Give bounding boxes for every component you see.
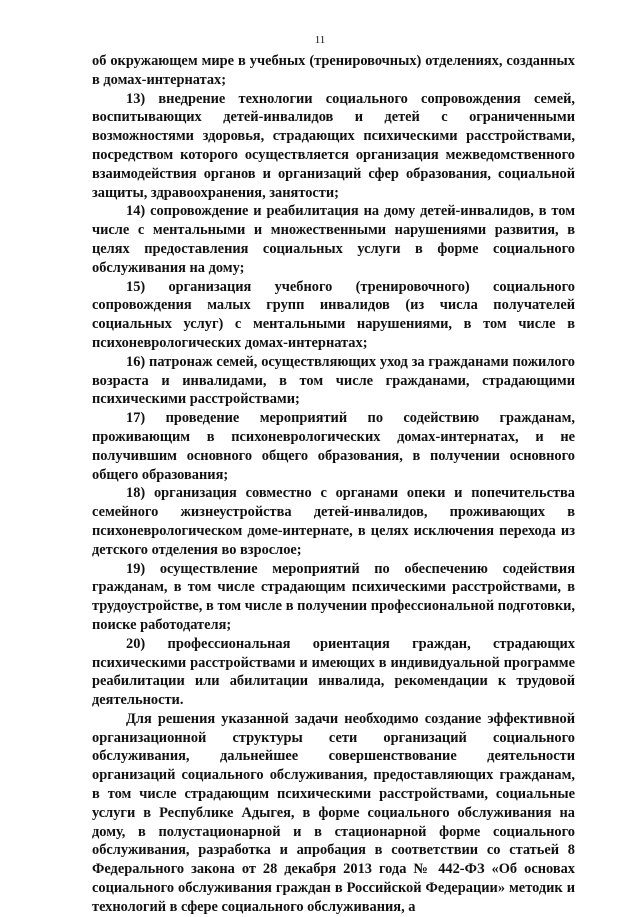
list-item-16: 16) патронаж семей, осуществляющих уход за гражданами пожилого возраста и инвалидами, в том числе гражданами, страдающими психическими расстройствами; [92,353,575,408]
paragraph-continuation: об окружающем мире в учебных (тренировочных) отделениях, созданных в домах-интернатах; [92,53,575,88]
list-item-13: 13) внедрение технологии социального сопровождения семей, воспитывающих детей-инвалидов и детей с ограниченными возможностями здоровья, страдающих психическими расстройствами, посредством которого осуществляется организация межведомственного взаимодействия органов и организаций сфер образования, социальной защиты, здравоохранения, занятости; [92,90,575,201]
closing-paragraph: Для решения указанной задачи необходимо создание эффективной организационной структуры сети организаций социального обслуживания, дальнейшее совершенствование деятельности организаций социального обслуживания, предоставляющих гражданам, в том числе страдающим психическими расстройствами, социальные услуги в Республике Адыгея, в форме социального обслуживания на дому, в полустационарной и в стационарной форме социального обслуживания, разработка и апробация в соответствии со статьей 8 Федерального закона от 28 декабря 2013 года № 442-ФЗ «Об основах социального обслуживания граждан в Российской Федерации» методик и технологий в сфере социального обслуживания, а [92,710,575,915]
list-item-18: 18) организация совместно с органами опеки и попечительства семейного жизнеустройства детей-инвалидов, проживающих в психоневрологическом доме-интернате, в целях исключения перехода из детского отделения во взрослое; [92,485,575,558]
page-number: 11 [314,34,326,46]
list-item-17: 17) проведение мероприятий по содействию гражданам, проживающим в психоневрологических домах-интернатах, и не получившим основного общего образования, в получении основного общего образования; [92,410,575,483]
list-item-14: 14) сопровождение и реабилитация на дому детей-инвалидов, в том числе с ментальными и множественными нарушениями развития, в целях предоставления социальных услуги в форме социального обслуживания на дому; [92,203,575,276]
document-body [92,52,575,917]
list-item-20: 20) профессиональная ориентация граждан, страдающих психическими расстройствами и имеющих в индивидуальной программе реабилитации или абилитации инвалида, рекомендации к трудовой деятельности. [92,635,575,709]
list-item-15: 15) организация учебного (тренировочного) социального сопровождения малых групп инвалидов (из числа получателей социальных услуг) с ментальными нарушениями, в том числе в психоневрологических домах-интернатах; [92,278,575,351]
list-item-19: 19) осуществление мероприятий по обеспечению содействия гражданам, в том числе страдающим психическими расстройствами, в трудоустройстве, в том числе в получении профессиональной подготовки, поиске работодателя; [92,560,575,633]
